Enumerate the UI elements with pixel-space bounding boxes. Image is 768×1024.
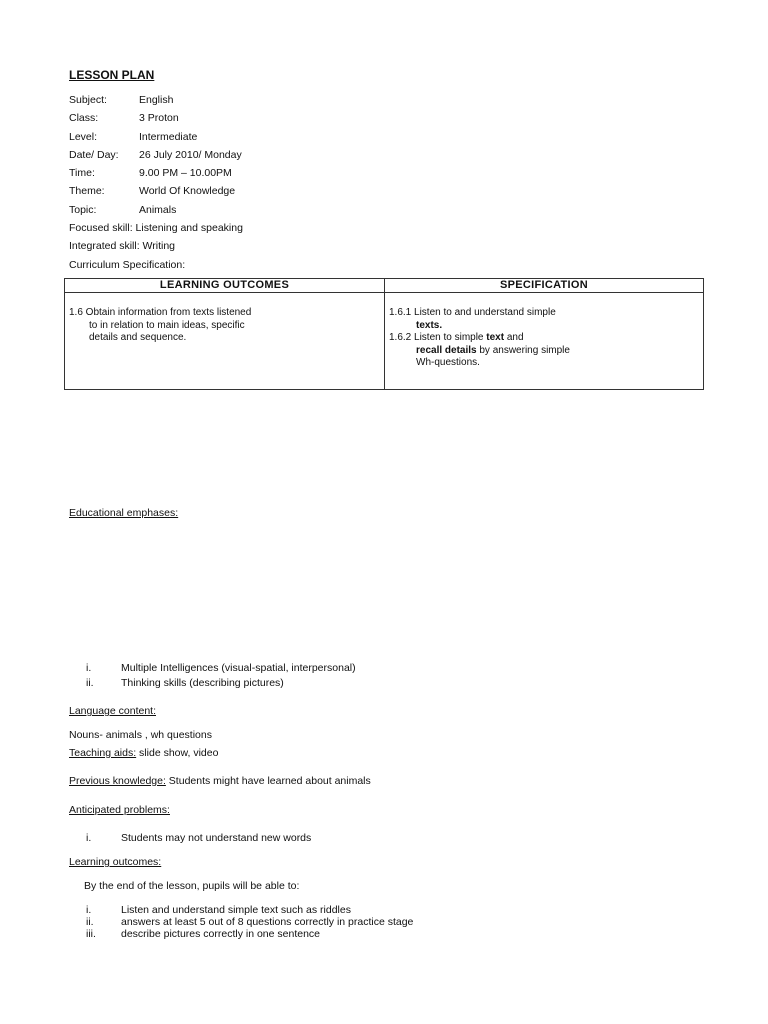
class-value: 3 Proton xyxy=(139,112,179,124)
spec-text: and xyxy=(504,332,524,343)
level-label: Level: xyxy=(69,131,98,143)
list-number: ii. xyxy=(86,916,94,928)
learning-outcomes-heading: Learning outcomes: xyxy=(69,856,162,868)
subject-label: Subject: xyxy=(69,94,107,106)
list-number: i. xyxy=(86,832,92,844)
learning-outcomes-header: LEARNING OUTCOMES xyxy=(65,279,385,293)
list-number: i. xyxy=(86,662,92,674)
list-number: ii. xyxy=(86,677,94,689)
outcome-line: to in relation to main ideas, specific xyxy=(89,319,245,331)
language-content-heading: Language content: xyxy=(69,705,156,717)
language-content-text: Nouns- animals , wh questions xyxy=(69,729,212,741)
integrated-skill: Integrated skill: Writing xyxy=(69,240,176,252)
lesson-plan-title: LESSON PLAN xyxy=(69,68,155,82)
spec-line: texts. xyxy=(416,319,443,331)
date-value: 26 July 2010/ Monday xyxy=(139,149,242,161)
previous-knowledge-label: Previous knowledge: xyxy=(69,775,166,787)
date-label: Date/ Day: xyxy=(69,149,119,161)
outcome-cell xyxy=(65,293,385,390)
class-label: Class: xyxy=(69,112,99,124)
spec-line xyxy=(389,332,699,345)
time-label: Time: xyxy=(69,167,95,179)
learning-outcomes-intro: By the end of the lesson, pupils will be able to: xyxy=(84,880,300,892)
anticipated-problems-heading: Anticipated problems: xyxy=(69,804,170,816)
list-item: Thinking skills (describing pictures) xyxy=(121,677,284,689)
specification-cell xyxy=(385,293,704,390)
topic-value: Animals xyxy=(139,204,177,216)
theme-label: Theme: xyxy=(69,185,105,197)
spec-bold-text: text xyxy=(486,332,505,343)
level-value: Intermediate xyxy=(139,131,198,143)
list-item: Students may not understand new words xyxy=(121,832,312,844)
outcome-line: details and sequence. xyxy=(89,332,187,343)
previous-knowledge-line xyxy=(69,775,371,788)
curriculum-spec-label: Curriculum Specification: xyxy=(69,259,186,271)
specification-header: SPECIFICATION xyxy=(385,279,704,293)
list-number: iii. xyxy=(86,928,96,940)
spec-text: 1.6.2 Listen to simple xyxy=(389,332,487,343)
learning-outcomes-table xyxy=(64,278,704,390)
list-number: i. xyxy=(86,904,92,916)
table-row xyxy=(65,293,704,390)
spec-line xyxy=(389,345,699,358)
educational-emphases-heading: Educational emphases: xyxy=(69,507,179,519)
spec-text: by answering simple xyxy=(476,344,570,356)
teaching-aids-line xyxy=(69,747,218,760)
previous-knowledge-text: Students might have learned about animals xyxy=(165,775,371,787)
time-value: 9.00 PM – 10.00PM xyxy=(139,167,232,179)
teaching-aids-text: slide show, video xyxy=(136,747,219,759)
table-header-row xyxy=(65,279,704,293)
focused-skill: Focused skill: Listening and speaking xyxy=(69,222,243,234)
spec-line: 1.6.1 Listen to and understand simple xyxy=(389,307,556,318)
list-item: Multiple Intelligences (visual-spatial, interpersonal) xyxy=(121,662,356,674)
outcome-line: 1.6 Obtain information from texts listened xyxy=(69,307,252,318)
topic-label: Topic: xyxy=(69,204,97,216)
teaching-aids-label: Teaching aids: xyxy=(69,747,137,759)
list-item: describe pictures correctly in one sentence xyxy=(121,928,321,940)
theme-value: World Of Knowledge xyxy=(139,185,236,197)
list-item: Listen and understand simple text such as riddles xyxy=(121,904,351,916)
spec-line: Wh-questions. xyxy=(416,357,480,368)
list-item: answers at least 5 out of 8 questions correctly in practice stage xyxy=(121,916,414,928)
subject-value: English xyxy=(139,94,174,106)
spec-bold-text: recall details xyxy=(416,344,477,356)
